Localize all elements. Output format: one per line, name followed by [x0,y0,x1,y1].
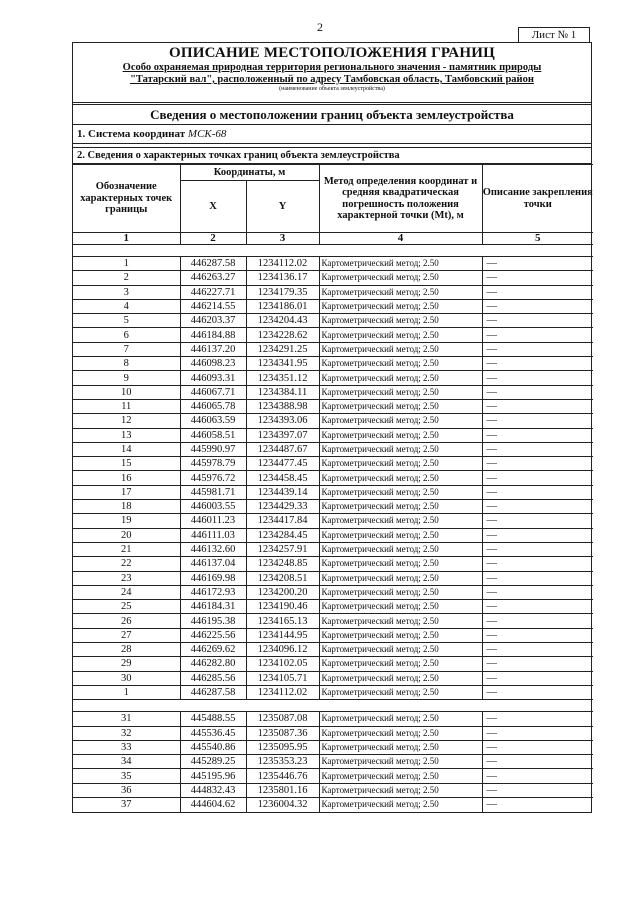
fixing-description: — [482,600,593,614]
separator-row [73,245,593,257]
coord-x: 446285.56 [180,671,246,685]
coord-x: 445990.97 [180,442,246,456]
coord-x: 446111.03 [180,528,246,542]
coordinate-system-label: 1. Система координат [77,128,186,140]
table-row [73,643,593,657]
coord-x: 446132.60 [180,542,246,556]
document-title: ОПИСАНИЕ МЕСТОПОЛОЖЕНИЯ ГРАНИЦ [169,45,495,61]
fixing-description: — [482,299,593,313]
fixing-description: — [482,571,593,585]
method: Картометрический метод; 2.50 [319,769,482,783]
method: Картометрический метод; 2.50 [319,628,482,642]
coord-y: 1234105.71 [246,671,319,685]
table-row [73,385,593,399]
coord-y: 1234186.01 [246,299,319,313]
point-number: 36 [73,783,180,797]
point-number: 15 [73,457,180,471]
table-row [73,271,593,285]
coord-x: 446063.59 [180,414,246,428]
point-number: 8 [73,357,180,371]
table-row [73,585,593,599]
table-row [73,371,593,385]
method: Картометрический метод; 2.50 [319,314,482,328]
point-number: 19 [73,514,180,528]
coord-x: 445536.45 [180,726,246,740]
method: Картометрический метод; 2.50 [319,514,482,528]
table-row [73,685,593,699]
point-number: 6 [73,328,180,342]
coord-y: 1234204.43 [246,314,319,328]
point-number: 2 [73,271,180,285]
fixing-description: — [482,385,593,399]
method: Картометрический метод; 2.50 [319,600,482,614]
method: Картометрический метод; 2.50 [319,740,482,754]
point-number: 23 [73,571,180,585]
header-point: Обозначение характерных точек границы [73,165,180,233]
point-number: 32 [73,726,180,740]
fixing-description: — [482,783,593,797]
coord-y: 1234384.11 [246,385,319,399]
table-row [73,428,593,442]
table-row [73,514,593,528]
point-number: 30 [73,671,180,685]
method: Картометрический метод; 2.50 [319,726,482,740]
header-desc: Описание закрепления точки [482,165,593,233]
fixing-description: — [482,471,593,485]
method: Картометрический метод; 2.50 [319,755,482,769]
point-number: 7 [73,342,180,356]
point-number: 26 [73,614,180,628]
fixing-description: — [482,585,593,599]
coord-y: 1234429.33 [246,500,319,514]
method: Картометрический метод; 2.50 [319,685,482,699]
coord-x: 446093.31 [180,371,246,385]
coord-y: 1234341.95 [246,357,319,371]
method: Картометрический метод; 2.50 [319,671,482,685]
point-number: 22 [73,557,180,571]
point-number: 29 [73,657,180,671]
fixing-description: — [482,542,593,556]
fixing-description: — [482,271,593,285]
table-row [73,542,593,556]
coord-x: 446067.71 [180,385,246,399]
fixing-description: — [482,371,593,385]
point-number: 18 [73,500,180,514]
point-number: 1 [73,685,180,699]
coord-x: 446282.80 [180,657,246,671]
method: Картометрический метод; 2.50 [319,571,482,585]
method: Картометрический метод; 2.50 [319,585,482,599]
header-x: X [180,181,246,233]
fixing-description: — [482,755,593,769]
coord-y: 1234393.06 [246,414,319,428]
point-number: 5 [73,314,180,328]
point-number: 9 [73,371,180,385]
method: Картометрический метод; 2.50 [319,712,482,726]
table-row [73,299,593,313]
table-row [73,414,593,428]
method: Картометрический метод; 2.50 [319,542,482,556]
method: Картометрический метод; 2.50 [319,357,482,371]
coord-x: 446269.62 [180,643,246,657]
method: Картометрический метод; 2.50 [319,257,482,271]
coord-x: 446172.93 [180,585,246,599]
method: Картометрический метод; 2.50 [319,485,482,499]
coord-y: 1234439.14 [246,485,319,499]
coord-x: 445976.72 [180,471,246,485]
fixing-description: — [482,442,593,456]
method: Картометрический метод; 2.50 [319,557,482,571]
coord-y: 1235087.08 [246,712,319,726]
coord-y: 1234179.35 [246,285,319,299]
fixing-description: — [482,342,593,356]
table-row [73,726,593,740]
coord-y: 1234200.20 [246,585,319,599]
fixing-description: — [482,769,593,783]
point-number: 33 [73,740,180,754]
table-row [73,485,593,499]
method: Картометрический метод; 2.50 [319,385,482,399]
coord-x: 446098.23 [180,357,246,371]
col-number: 5 [482,233,593,245]
fixing-description: — [482,485,593,499]
fixing-description: — [482,726,593,740]
coord-x: 446263.27 [180,271,246,285]
method: Картометрический метод; 2.50 [319,797,482,811]
coord-x: 446225.56 [180,628,246,642]
coord-y: 1234208.51 [246,571,319,585]
method: Картометрический метод; 2.50 [319,414,482,428]
point-number: 4 [73,299,180,313]
coord-y: 1234257.91 [246,542,319,556]
coord-y: 1234190.46 [246,600,319,614]
method: Картометрический метод; 2.50 [319,500,482,514]
coord-x: 445978.79 [180,457,246,471]
table-row [73,571,593,585]
table-row [73,628,593,642]
method: Картометрический метод; 2.50 [319,299,482,313]
fixing-description: — [482,712,593,726]
coord-y: 1234112.02 [246,257,319,271]
coord-x: 444832.43 [180,783,246,797]
object-name-note: (наименование объекта землеустройства) [279,86,385,92]
point-number: 20 [73,528,180,542]
fixing-description: — [482,314,593,328]
coord-y: 1234165.13 [246,614,319,628]
sheet-label: Лист № 1 [518,27,590,43]
point-number: 24 [73,585,180,599]
method: Картометрический метод; 2.50 [319,471,482,485]
method: Картометрический метод; 2.50 [319,399,482,413]
point-number: 12 [73,414,180,428]
point-number: 1 [73,257,180,271]
fixing-description: — [482,797,593,811]
fixing-description: — [482,257,593,271]
coord-x: 446011.23 [180,514,246,528]
coord-y: 1234228.62 [246,328,319,342]
point-number: 37 [73,797,180,811]
point-number: 14 [73,442,180,456]
fixing-description: — [482,500,593,514]
coord-y: 1234284.45 [246,528,319,542]
coord-y: 1235353.23 [246,755,319,769]
coord-x: 446195.38 [180,614,246,628]
separator-row [73,700,593,712]
object-name-line-1: Особо охраняемая природная территория регионального значения - памятник природы [122,62,542,73]
coord-x: 446169.98 [180,571,246,585]
coord-y: 1234397.07 [246,428,319,442]
header-y: Y [246,181,319,233]
method: Картометрический метод; 2.50 [319,783,482,797]
fixing-description: — [482,643,593,657]
fixing-description: — [482,399,593,413]
table-row [73,614,593,628]
point-number: 28 [73,643,180,657]
coord-x: 446065.78 [180,399,246,413]
coord-y: 1234096.12 [246,643,319,657]
object-name-line-2: "Татарский вал", расположенный по адресу Тамбовская область, Тамбовский район [130,74,534,85]
coord-y: 1234102.05 [246,657,319,671]
table-row [73,755,593,769]
col-number: 4 [319,233,482,245]
coord-x: 446287.58 [180,257,246,271]
coord-x: 446214.55 [180,299,246,313]
table-row [73,285,593,299]
document-subtitle: Сведения о местоположении границ объекта землеустройства [73,105,591,125]
col-number: 2 [180,233,246,245]
points-section-title: 2. Сведения о характерных точках границ объекта землеустройства [73,148,591,164]
point-number: 21 [73,542,180,556]
table-row [73,557,593,571]
table-row [73,471,593,485]
coord-y: 1234351.12 [246,371,319,385]
method: Картометрический метод; 2.50 [319,457,482,471]
fixing-description: — [482,285,593,299]
fixing-description: — [482,614,593,628]
coord-y: 1234487.67 [246,442,319,456]
coordinate-system-value: МСК-68 [187,128,227,140]
fixing-description: — [482,414,593,428]
table-row [73,783,593,797]
coord-y: 1234144.95 [246,628,319,642]
coord-x: 445289.25 [180,755,246,769]
coord-x: 446137.04 [180,557,246,571]
coord-x: 445981.71 [180,485,246,499]
method: Картометрический метод; 2.50 [319,285,482,299]
coord-y: 1234417.84 [246,514,319,528]
coord-x: 445540.86 [180,740,246,754]
coord-y: 1235095.95 [246,740,319,754]
coord-x: 446003.55 [180,500,246,514]
separator-cell [73,245,593,257]
method: Картометрический метод; 2.50 [319,428,482,442]
point-number: 17 [73,485,180,499]
table-row [73,712,593,726]
method: Картометрический метод; 2.50 [319,342,482,356]
point-number: 34 [73,755,180,769]
coord-x: 444604.62 [180,797,246,811]
coord-x: 446203.37 [180,314,246,328]
fixing-description: — [482,328,593,342]
table-row [73,500,593,514]
coord-y: 1234458.45 [246,471,319,485]
table-row [73,257,593,271]
point-number: 35 [73,769,180,783]
document-header [73,43,591,103]
table-row [73,442,593,456]
table-row [73,314,593,328]
method: Картометрический метод; 2.50 [319,657,482,671]
fixing-description: — [482,528,593,542]
table-row [73,328,593,342]
coord-x: 446184.31 [180,600,246,614]
coord-y: 1234477.45 [246,457,319,471]
coord-x: 446184.88 [180,328,246,342]
method: Картометрический метод; 2.50 [319,271,482,285]
header-coords: Координаты, м [180,165,319,181]
fixing-description: — [482,657,593,671]
coordinate-system-section [73,125,591,144]
point-number: 16 [73,471,180,485]
point-number: 31 [73,712,180,726]
header-method: Метод определения координат и средняя квадратическая погрешность положения характерной точки (Мt), м [319,165,482,233]
coord-y: 1234112.02 [246,685,319,699]
fixing-description: — [482,357,593,371]
fixing-description: — [482,740,593,754]
coord-x: 446227.71 [180,285,246,299]
table-row [73,528,593,542]
coord-y: 1234248.85 [246,557,319,571]
points-table [73,164,593,812]
fixing-description: — [482,457,593,471]
coord-x: 445195.96 [180,769,246,783]
fixing-description: — [482,628,593,642]
point-number: 3 [73,285,180,299]
col-number: 1 [73,233,180,245]
point-number: 10 [73,385,180,399]
coord-y: 1235801.16 [246,783,319,797]
table-row [73,671,593,685]
method: Картометрический метод; 2.50 [319,614,482,628]
point-number: 27 [73,628,180,642]
table-row [73,769,593,783]
table-row [73,342,593,356]
coord-x: 446058.51 [180,428,246,442]
table-row [73,797,593,811]
page-number: 2 [317,20,323,34]
points-table-body [73,245,593,812]
coord-y: 1235087.36 [246,726,319,740]
fixing-description: — [482,685,593,699]
coord-y: 1235446.76 [246,769,319,783]
coord-y: 1234291.25 [246,342,319,356]
document-frame [72,42,592,813]
method: Картометрический метод; 2.50 [319,643,482,657]
coord-y: 1236004.32 [246,797,319,811]
coord-x: 446137.20 [180,342,246,356]
table-row [73,357,593,371]
method: Картометрический метод; 2.50 [319,528,482,542]
table-row [73,600,593,614]
method: Картометрический метод; 2.50 [319,328,482,342]
table-row [73,740,593,754]
coord-x: 446287.58 [180,685,246,699]
fixing-description: — [482,671,593,685]
point-number: 11 [73,399,180,413]
col-number: 3 [246,233,319,245]
table-row [73,399,593,413]
method: Картометрический метод; 2.50 [319,442,482,456]
coord-x: 445488.55 [180,712,246,726]
point-number: 25 [73,600,180,614]
coord-y: 1234388.98 [246,399,319,413]
point-number: 13 [73,428,180,442]
fixing-description: — [482,428,593,442]
table-row [73,457,593,471]
fixing-description: — [482,557,593,571]
table-row [73,657,593,671]
fixing-description: — [482,514,593,528]
method: Картометрический метод; 2.50 [319,371,482,385]
coord-y: 1234136.17 [246,271,319,285]
separator-cell [73,700,593,712]
